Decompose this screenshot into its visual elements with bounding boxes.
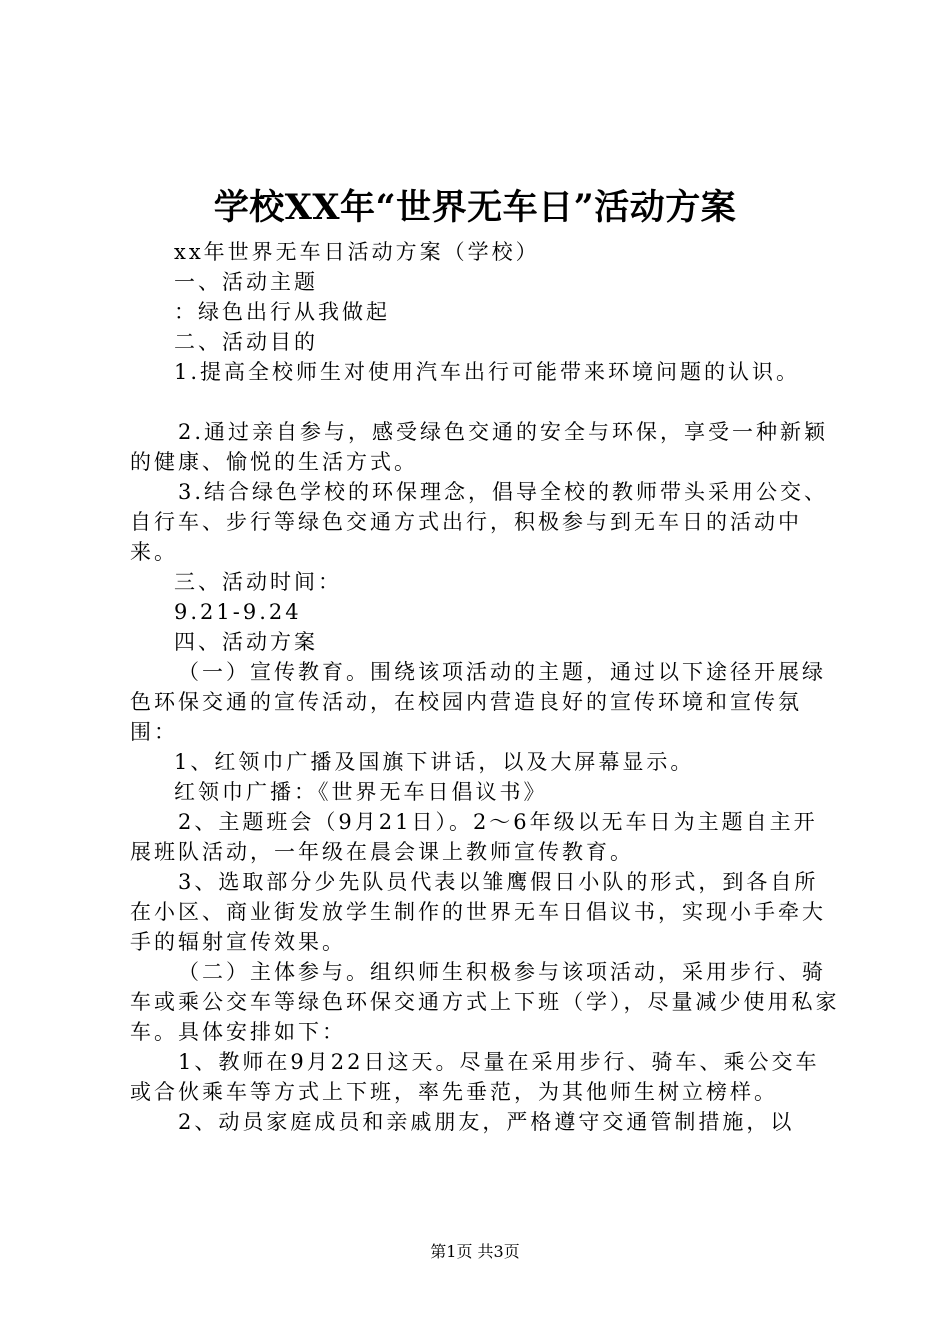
paragraph-plan-pioneers: 3、选取部分少先队员代表以雏鹰假日小队的形式，到各自所在小区、商业街发放学生制作的世界无车日倡议书，实现小手牵大手的辐射宣传效果。 bbox=[130, 870, 826, 954]
paragraph-purpose-2: 2.通过亲自参与，感受绿色交通的安全与环保，享受一种新颖的健康、愉悦的生活方式。 bbox=[130, 420, 829, 474]
paragraph-plan-participation: （二）主体参与。组织师生积极参与该项活动，采用步行、骑车或乘公交车等绿色环保交通方式上下班（学），尽量减少使用私家车。具体安排如下： bbox=[130, 960, 840, 1044]
heading-plan: 四、活动方案 bbox=[174, 630, 318, 654]
document-title: 学校XX年“世界无车日”活动方案 bbox=[213, 187, 737, 228]
paragraph-theme: ：绿色出行从我做起 bbox=[174, 300, 390, 324]
document-body bbox=[130, 237, 840, 1137]
heading-theme: 一、活动主题 bbox=[174, 270, 318, 294]
heading-time: 三、活动时间： bbox=[174, 570, 342, 594]
paragraph-plan-family: 2、动员家庭成员和亲戚朋友，严格遵守交通管制措施，以 bbox=[178, 1110, 795, 1134]
paragraph-subtitle: xx年世界无车日活动方案（学校） bbox=[174, 240, 540, 264]
paragraph-plan-teachers: 1、教师在9月22日这天。尽量在采用步行、骑车、乘公交车或合伙乘车等方式上下班，率先垂范，为其他师生树立榜样。 bbox=[130, 1050, 820, 1104]
paragraph-purpose-1: 1.提高全校师生对使用汽车出行可能带来环境问题的认识。 bbox=[174, 360, 801, 384]
paragraph-purpose-3: 3.结合绿色学校的环保理念，倡导全校的教师带头采用公交、自行车、步行等绿色交通方式出行，积极参与到无车日的活动中来。 bbox=[130, 480, 829, 564]
paragraph-plan-broadcast: 1、红领巾广播及国旗下讲话，以及大屏幕显示。 bbox=[174, 750, 695, 774]
paragraph-plan-publicity: （一）宣传教育。围绕该项活动的主题，通过以下途径开展绿色环保交通的宣传活动，在校园内营造良好的宣传环境和宣传氛围： bbox=[130, 660, 826, 744]
paragraph-plan-class-meeting: 2、主题班会（9月21日）。2～6年级以无车日为主题自主开展班队活动，一年级在晨会课上教师宣传教育。 bbox=[130, 810, 818, 864]
heading-purpose: 二、活动目的 bbox=[174, 330, 318, 354]
paragraph-time: 9.21-9.24 bbox=[174, 600, 302, 624]
paragraph-plan-broadcast-title: 红领巾广播：《世界无车日倡议书》 bbox=[174, 780, 548, 804]
page-footer: 第1页 共3页 bbox=[430, 1242, 520, 1261]
